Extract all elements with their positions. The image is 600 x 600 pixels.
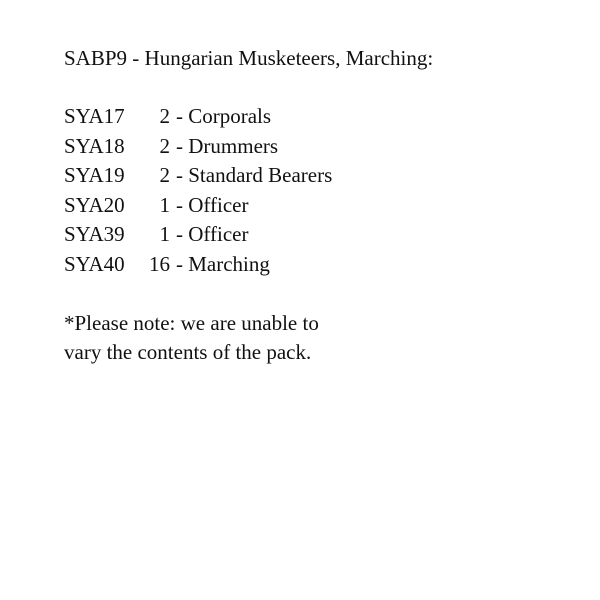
item-quantity: 2 (159, 104, 170, 128)
item-description: - Officer (176, 222, 249, 247)
item-code: SYA39 (64, 222, 125, 247)
contents-list (64, 102, 584, 280)
item-code: SYA17 (64, 104, 125, 128)
note-line-1: *Please note: we are unable to (64, 310, 319, 335)
item-description: - Marching (176, 251, 270, 276)
item-description: - Drummers (176, 133, 279, 158)
item-code: SYA20 (64, 192, 125, 217)
list-item (64, 220, 584, 250)
note-line-2: vary the contents of the pack. (64, 339, 312, 364)
item-quantity: 1 (159, 192, 170, 217)
item-quantity: 2 (159, 133, 170, 158)
item-quantity: 16 (149, 251, 170, 276)
item-description: - Standard Bearers (176, 163, 333, 188)
item-quantity: 2 (159, 163, 170, 188)
item-description: - Corporals (176, 104, 272, 128)
pack-title: SABP9 - Hungarian Musketeers, Marching: (64, 46, 434, 70)
item-description: - Officer (176, 192, 249, 217)
list-item (64, 132, 584, 162)
item-code: SYA18 (64, 133, 125, 158)
item-quantity: 1 (159, 222, 170, 247)
item-code: SYA40 (64, 251, 125, 276)
item-code: SYA19 (64, 163, 125, 188)
pack-note (64, 309, 584, 367)
list-item (64, 161, 584, 191)
pack-contents-document (64, 44, 584, 367)
list-item (64, 250, 584, 280)
list-item (64, 191, 584, 221)
list-item (64, 102, 584, 132)
